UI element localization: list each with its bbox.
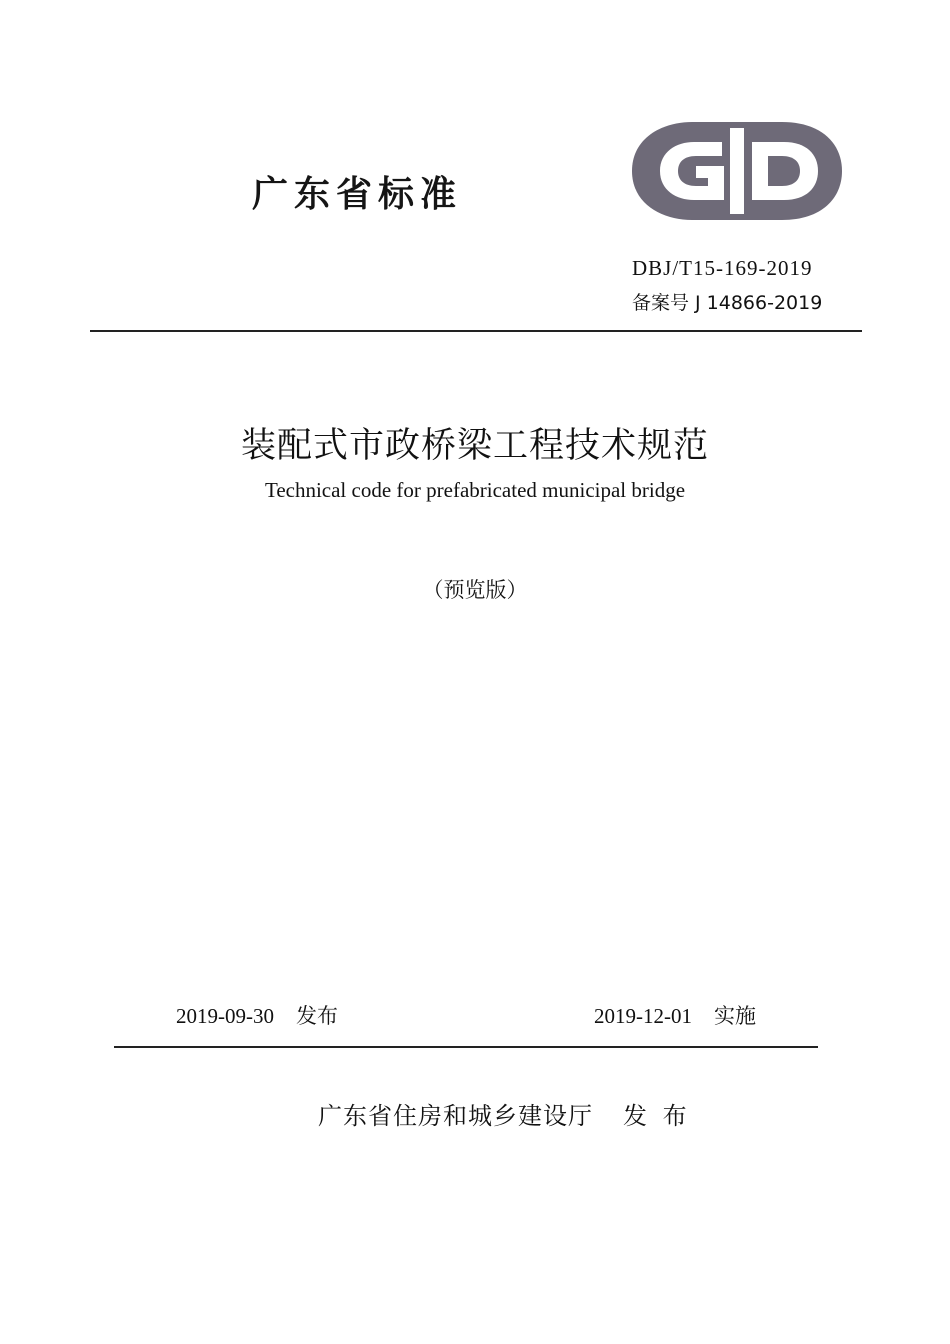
filing-number-row (632, 288, 828, 315)
publisher-row (318, 1096, 691, 1131)
standard-code: DBJ/T15-169-2019 (632, 256, 813, 280)
filing-number: J 14866-2019 (695, 292, 823, 314)
document-title-zh: 装配式市政桥梁工程技术规范 (240, 426, 709, 466)
publish-date: 2019-09-30 (176, 1004, 274, 1028)
publish-date-row (176, 1000, 338, 1030)
effective-label: 实施 (714, 1004, 756, 1028)
bottom-divider (114, 1046, 818, 1048)
gd-logo-icon (622, 116, 848, 226)
effective-date-row (594, 1000, 756, 1030)
effective-date: 2019-12-01 (594, 1004, 692, 1028)
publish-label: 发布 (296, 1004, 338, 1028)
publisher-name: 广东省住房和城乡建设厅 (318, 1102, 593, 1130)
edition-label: （预览版） (422, 578, 528, 602)
document-title-en: Technical code for prefabricated municipal bridge (264, 478, 686, 502)
standard-type-label: 广东省标准 (252, 174, 463, 215)
publisher-action: 发 布 (623, 1102, 691, 1130)
top-divider (90, 330, 862, 332)
filing-label: 备案号 (632, 292, 690, 314)
